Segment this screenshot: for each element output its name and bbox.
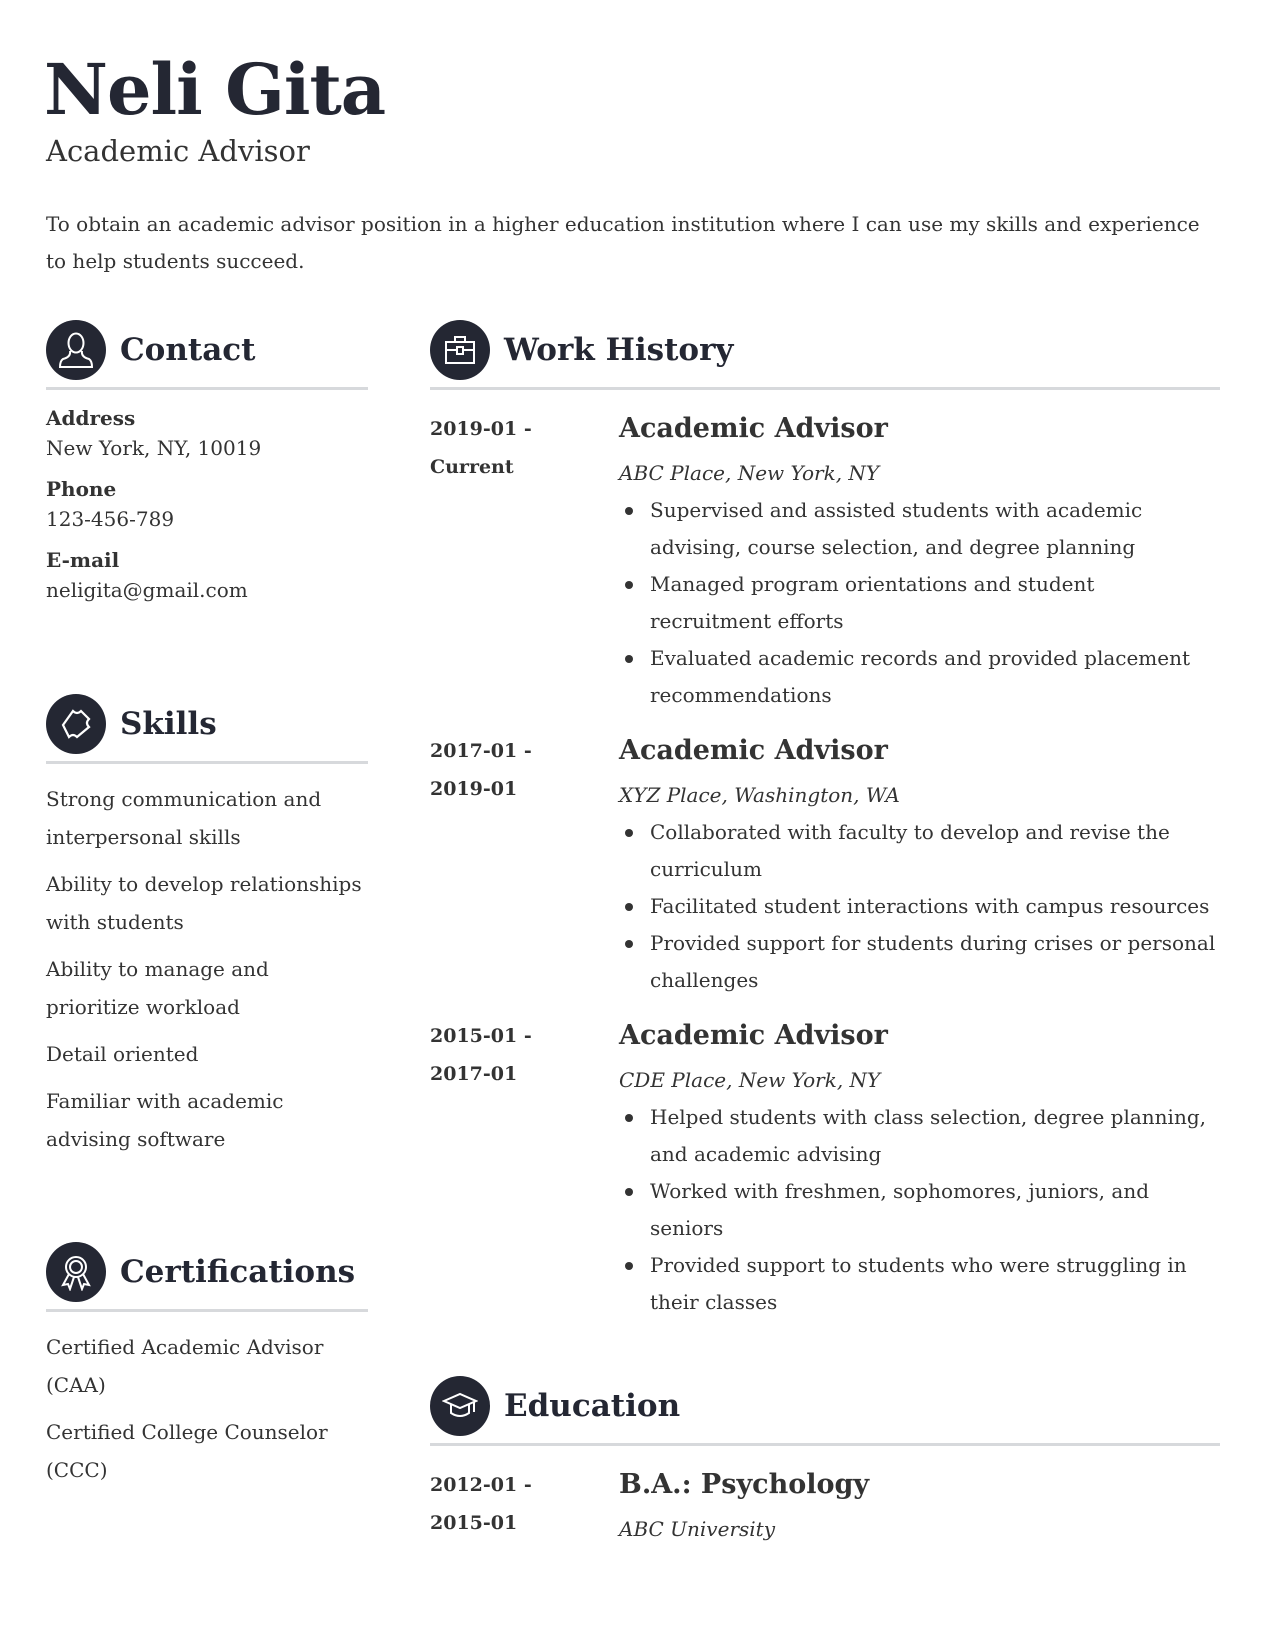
job-bullet: Provided support to students who were struggling in their classes <box>619 1247 1220 1321</box>
date-start: 2017-01 - <box>430 740 532 762</box>
date-start: 2012-01 - <box>430 1474 532 1496</box>
job-bullets <box>619 492 1220 714</box>
education-dates <box>430 1466 619 1548</box>
education-heading: Education <box>504 1387 681 1424</box>
job-bullet: Evaluated academic records and provided placement recommendations <box>619 640 1220 714</box>
phone-label: Phone <box>46 477 117 501</box>
job-entry <box>430 1017 1220 1321</box>
contact-section <box>46 318 368 609</box>
job-bullet: Collaborated with faculty to develop and revise the curriculum <box>619 814 1220 888</box>
certification-item: Certified College Counselor (CCC) <box>46 1420 328 1482</box>
job-title: Academic Advisor <box>619 1020 888 1051</box>
job-bullet: Supervised and assisted students with academic advising, course selection, and degree planning <box>619 492 1220 566</box>
puzzle-icon <box>46 694 106 754</box>
skills-heading: Skills <box>120 705 217 742</box>
job-dates <box>430 410 619 714</box>
skill-item: Detail oriented <box>46 1042 199 1066</box>
user-icon <box>46 320 106 380</box>
job-company: XYZ Place, Washington, WA <box>619 783 900 807</box>
job-company: ABC Place, New York, NY <box>619 461 880 485</box>
certifications-header <box>46 1240 368 1312</box>
email-label: E-mail <box>46 548 120 572</box>
school: ABC University <box>619 1517 775 1541</box>
certification-item: Certified Academic Advisor (CAA) <box>46 1335 324 1397</box>
date-end: 2015-01 <box>430 1512 518 1534</box>
job-bullet: Managed program orientations and student recruitment efforts <box>619 566 1220 640</box>
degree: B.A.: Psychology <box>619 1469 870 1500</box>
objective: To obtain an academic advisor position in a higher education institution where I can use my skills and experience to help students succeed. <box>46 212 1200 273</box>
skills-header <box>46 692 368 764</box>
skill-item: Ability to manage and prioritize workload <box>46 957 269 1019</box>
work-history-heading: Work History <box>504 331 734 368</box>
job-bullet: Provided support for students during crises or personal challenges <box>619 925 1220 999</box>
skills-section <box>46 692 368 1158</box>
graduation-cap-icon <box>430 1376 490 1436</box>
skill-item: Strong communication and interpersonal skills <box>46 787 322 849</box>
address-value: New York, NY, 10019 <box>46 436 262 460</box>
date-end: 2017-01 <box>430 1063 518 1085</box>
work-history-section <box>430 318 1220 1321</box>
address-label: Address <box>46 406 136 430</box>
job-entry <box>430 732 1220 999</box>
education-entry <box>430 1466 1220 1548</box>
job-dates <box>430 732 619 999</box>
date-start: 2015-01 - <box>430 1025 532 1047</box>
job-bullet: Helped students with class selection, degree planning, and academic advising <box>619 1099 1220 1173</box>
education-section <box>430 1374 1220 1548</box>
education-header <box>430 1374 1220 1446</box>
candidate-title: Academic Advisor <box>46 134 310 168</box>
contact-heading: Contact <box>120 331 256 368</box>
job-bullets <box>619 1099 1220 1321</box>
candidate-name: Neli Gita <box>44 48 386 131</box>
skill-item: Familiar with academic advising software <box>46 1089 284 1151</box>
work-history-header <box>430 318 1220 390</box>
job-bullet: Worked with freshmen, sophomores, juniors, and seniors <box>619 1173 1220 1247</box>
date-start: 2019-01 - <box>430 418 532 440</box>
date-end: 2019-01 <box>430 778 518 800</box>
job-company: CDE Place, New York, NY <box>619 1068 881 1092</box>
email-value: neligita@gmail.com <box>46 578 248 602</box>
date-end: Current <box>430 456 514 478</box>
job-title: Academic Advisor <box>619 413 888 444</box>
job-entry <box>430 410 1220 714</box>
certifications-heading: Certifications <box>120 1253 356 1290</box>
job-dates <box>430 1017 619 1321</box>
phone-value: 123-456-789 <box>46 507 175 531</box>
certifications-section <box>46 1240 368 1489</box>
job-bullet: Facilitated student interactions with campus resources <box>619 888 1220 925</box>
briefcase-icon <box>430 320 490 380</box>
job-bullets <box>619 814 1220 999</box>
contact-header <box>46 318 368 390</box>
job-title: Academic Advisor <box>619 735 888 766</box>
skill-item: Ability to develop relationships with students <box>46 872 362 934</box>
ribbon-icon <box>46 1242 106 1302</box>
